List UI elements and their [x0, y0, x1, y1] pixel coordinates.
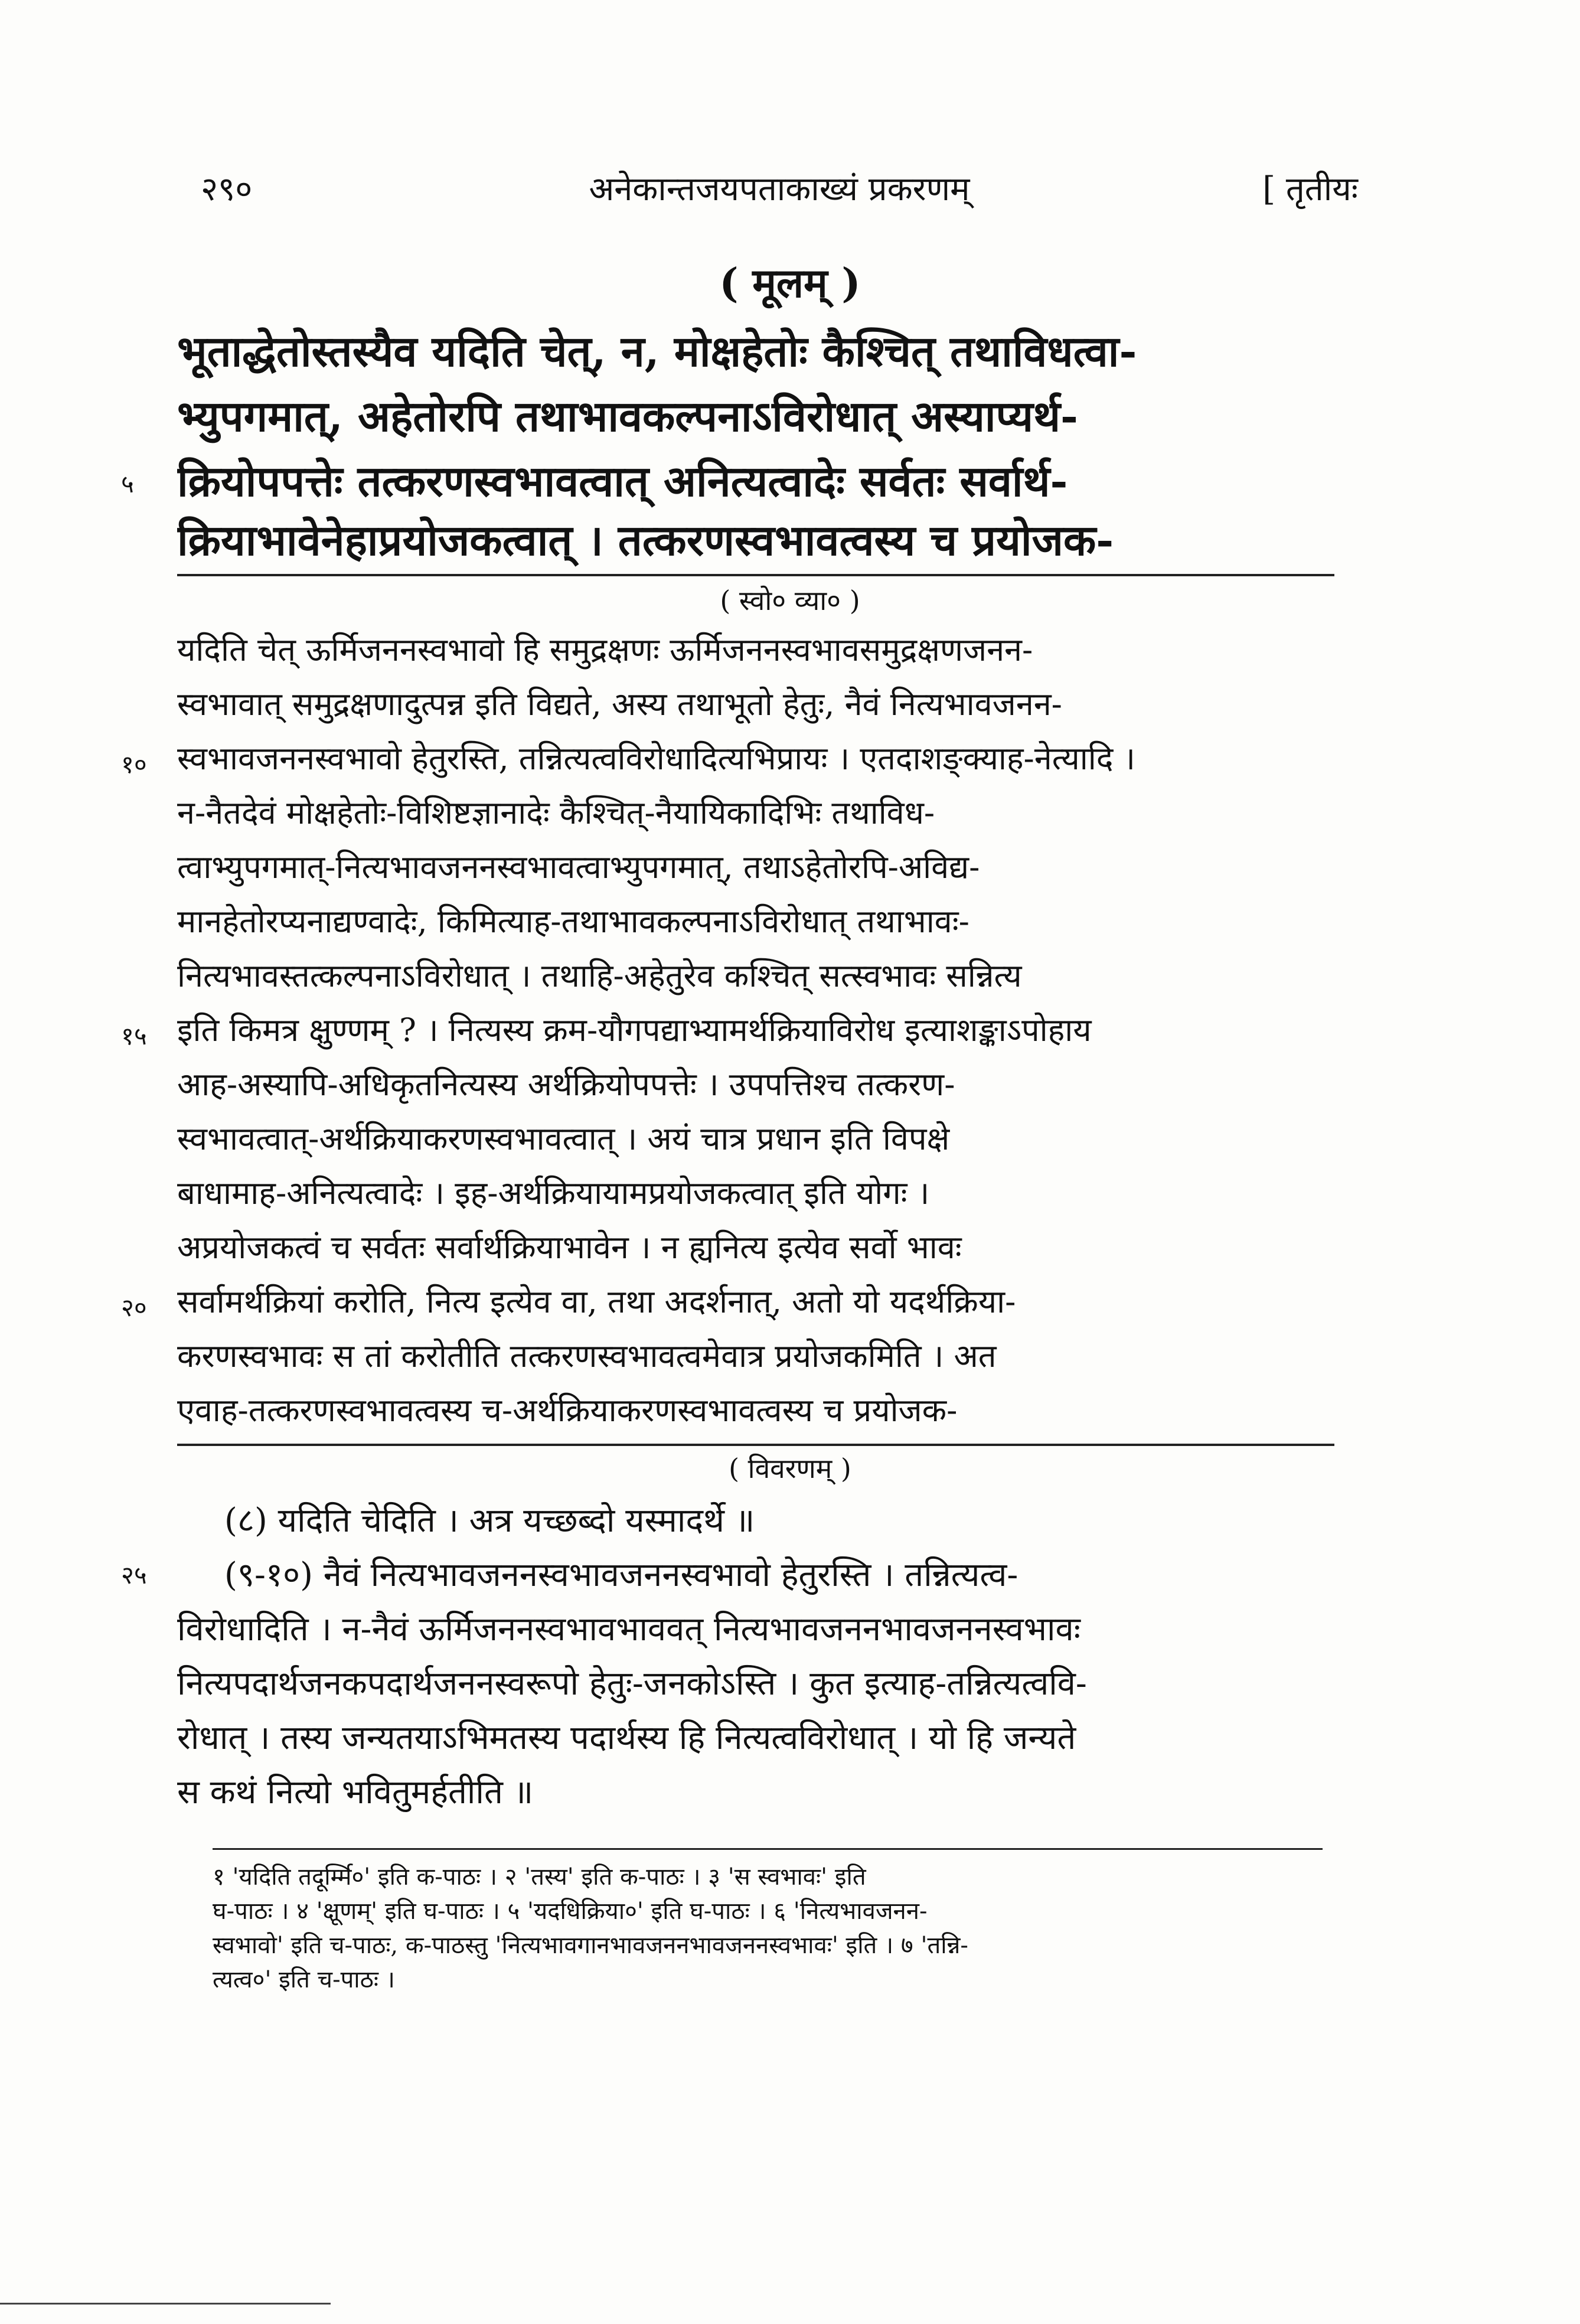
footnote-divider [213, 1848, 1323, 1850]
line-number: २५ [121, 1561, 147, 1589]
vivarana-line: स कथं नित्यो भवितुमर्हतीति ॥ [177, 1773, 534, 1811]
commentary-line: बाधामाह-अनित्यत्वादेः । इह-अर्थक्रियायामप्रयोजकत्वात् इति योगः । [177, 1174, 930, 1212]
commentary-line: त्वाभ्युपगमात्-नित्यभावजननस्वभावत्वाभ्युपगमात्, तथाऽहेतोरपि-अविद्य- [177, 848, 980, 886]
commentary-line: स्वभावजननस्वभावो हेतुरस्ति, तन्नित्यत्वविरोधादित्यभिप्रायः । एतदाशङ्क्याह-नेत्यादि । [177, 740, 1136, 777]
vivarana-line: (८) यदिति चेदिति । अत्र यच्छब्दो यस्मादर्थे ॥ [224, 1502, 755, 1540]
commentary-line: न-नैतदेवं मोक्षहेतोः-विशिष्टज्ञानादेः कैश्चित्-नैयायिकादिभिः तथाविध- [177, 794, 935, 831]
footnote-line: घ-पाठः । ४ 'क्षूणम्' इति घ-पाठः । ५ 'यदधिक्रिया०' इति घ-पाठः । ६ 'नित्यभावजनन- [213, 1898, 928, 1925]
commentary-line: इति किमत्र क्षुण्णम् ? । नित्यस्य क्रम-यौगपद्याभ्यामर्थक्रियाविरोध इत्याशङ्काऽपोहाय [177, 1011, 1092, 1049]
commentary-line: सर्वामर्थक्रियां करोति, नित्य इत्येव वा, तथा अदर्शनात्, अतो यो यदर्थक्रिया- [177, 1283, 1016, 1320]
mool-line: भूताद्धेतोस्तस्यैव यदिति चेत्, न, मोक्षहेतोः कैश्चित् तथाविधत्वा- [177, 326, 1137, 376]
vivarana-line: नित्यपदार्थजनकपदार्थजननस्वरूपो हेतुः-जनकोऽस्ति । कुत इत्याह-तन्नित्यत्ववि- [177, 1664, 1087, 1703]
line-number: १५ [121, 1021, 147, 1050]
vivarana-line: (९-१०) नैवं नित्यभावजननस्वभावजननस्वभावो हेतुरस्ति । तन्नित्यत्व- [224, 1556, 1018, 1594]
commentary-line: स्वभावत्वात्-अर्थक्रियाकरणस्वभावत्वात् । अयं चात्र प्रधान इति विपक्षे [177, 1120, 950, 1157]
footnote-line: १ 'यदिति तदूर्म्मि०' इति क-पाठः । २ 'तस्य' इति क-पाठः । ३ 'स स्वभावः' इति [213, 1863, 866, 1891]
footnote-line: त्यत्व०' इति च-पाठः । [213, 1966, 395, 1993]
commentary-line: स्वभावात् समुद्रक्षणादुत्पन्न इति विद्यते, अस्य तथाभूतो हेतुः, नैवं नित्यभावजनन- [177, 686, 1062, 723]
line-number: १० [121, 750, 147, 779]
section-divider [177, 574, 1334, 576]
mool-line: क्रियोपपत्तेः तत्करणस्वभावत्वात् अनित्यत्वादेः सर्वतः सर्वार्थ- [177, 456, 1068, 506]
chapter-label: [ तृतीयः [1262, 170, 1358, 208]
footnote-line: स्वभावो' इति च-पाठः, क-पाठस्तु 'नित्यभावगानभावजननभावजननस्वभावः' इति । ७ 'तन्नि- [213, 1932, 968, 1959]
section-divider [177, 1444, 1334, 1446]
vivarana-line: रोधात् । तस्य जन्यतयाऽभिमतस्य पदार्थस्य हि नित्यत्वविरोधात् । यो हि जन्यते [177, 1719, 1076, 1757]
commentary-line: मानहेतोरप्यनाद्यण्वादेः, किमित्याह-तथाभावकल्पनाऽविरोधात् तथाभावः- [177, 903, 969, 940]
running-title: अनेकान्तजयपताकाख्यं प्रकरणम् [589, 170, 970, 208]
commentary-heading: ( स्वो० व्या० ) [720, 585, 860, 616]
line-number: ५ [121, 469, 134, 498]
page-number: २९० [201, 170, 253, 208]
commentary-line: यदिति चेत् ऊर्मिजननस्वभावो हि समुद्रक्षणः ऊर्मिजननस्वभावसमुद्रक्षणजनन- [177, 631, 1033, 668]
line-number: २० [121, 1293, 147, 1322]
commentary-line: करणस्वभावः स तां करोतीति तत्करणस्वभावत्वमेवात्र प्रयोजकमिति । अत [177, 1337, 997, 1375]
commentary-line: नित्यभावस्तत्कल्पनाऽविरोधात् । तथाहि-अहेतुरेव कश्चित् सत्स्वभावः सन्नित्य [177, 957, 1022, 994]
commentary-line: एवाह-तत्करणस्वभावत्वस्य च-अर्थक्रियाकरणस्वभावत्वस्य च प्रयोजक- [177, 1392, 958, 1429]
mool-line: क्रियाभावेनेहाप्रयोजकत्वात् । तत्करणस्वभावत्वस्य च प्रयोजक- [177, 515, 1114, 565]
mool-line: भ्युपगमात्, अहेतोरपि तथाभावकल्पनाऽविरोधात् अस्याप्यर्थ- [177, 391, 1078, 441]
mool-heading: ( मूलम् ) [719, 260, 861, 307]
vivarana-heading: ( विवरणम् ) [729, 1452, 851, 1484]
page-edge-rule [0, 2303, 331, 2305]
page-header [201, 165, 1358, 218]
vivarana-line: विरोधादिति । न-नैवं ऊर्मिजननस्वभावभाववत् नित्यभावजननभावजननस्वभावः [177, 1610, 1080, 1649]
commentary-line: आह-अस्यापि-अधिकृतनित्यस्य अर्थक्रियोपपत्तेः । उपपत्तिश्च तत्करण- [177, 1066, 955, 1103]
commentary-line: अप्रयोजकत्वं च सर्वतः सर्वार्थक्रियाभावेन । न ह्यनित्य इत्येव सर्वो भावः [177, 1229, 962, 1266]
